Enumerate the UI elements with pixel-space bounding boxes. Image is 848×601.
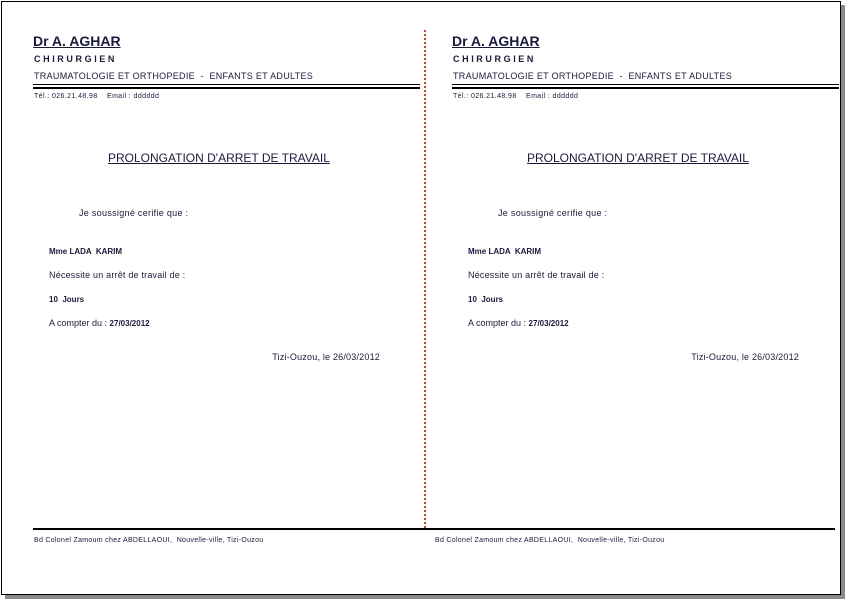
doctor-name: Dr A. AGHAR [33,33,121,49]
certify-text: Je soussigné cerifie que : [79,208,189,218]
doctor-service: TRAUMATOLOGIE ET ORTHOPEDIE - ENFANTS ET ADULTES [453,71,733,81]
start-date: 27/03/2012 [528,319,569,328]
needs-text: Nécessite un arrêt de travail de : [468,270,605,280]
patient-name: Mme LADA KARIM [49,247,123,256]
start-date: 27/03/2012 [109,319,150,328]
start-date-label: A compter du : [49,318,108,328]
start-date-line [49,318,150,328]
doctor-service: TRAUMATOLOGIE ET ORTHOPEDIE - ENFANTS ET ADULTES [34,71,314,81]
doctor-name: Dr A. AGHAR [452,33,540,49]
footer-address-left: Bd Colonel Zamoum chez ABDELLAOUI, Nouvelle-ville, Tizi-Ouzou [34,537,264,544]
leave-duration: 10 Jours [49,295,85,304]
doctor-specialty: CHIRURGIEN [34,54,118,64]
certificate-copy-right [421,2,831,522]
place-and-date: Tizi-Ouzou, le 26/03/2012 [272,352,380,362]
header-rule-thin [452,84,839,85]
start-date-label: A compter du : [468,318,527,328]
certificate-title: PROLONGATION D'ARRET DE TRAVAIL [108,151,330,165]
certify-text: Je soussigné cerifie que : [498,208,608,218]
doctor-specialty: CHIRURGIEN [453,54,537,64]
certificate-copy-left [2,2,412,522]
footer-rule [33,528,835,530]
footer-address-right: Bd Colonel Zamoum chez ABDELLAOUI, Nouvelle-ville, Tizi-Ouzou [435,537,665,544]
patient-name: Mme LADA KARIM [468,247,542,256]
header-rule-thick [452,87,839,89]
start-date-line [468,318,569,328]
doctor-contact: Tél.: 026.21.48.98 Email : dddddd [453,93,579,100]
leave-duration: 10 Jours [468,295,504,304]
needs-text: Nécessite un arrêt de travail de : [49,270,186,280]
certificate-title: PROLONGATION D'ARRET DE TRAVAIL [527,151,749,165]
doctor-contact: Tél.: 026.21.48.98 Email : dddddd [34,93,160,100]
header-rule-thin [33,84,420,85]
document-page [1,1,841,595]
place-and-date: Tizi-Ouzou, le 26/03/2012 [691,352,799,362]
header-rule-thick [33,87,420,89]
